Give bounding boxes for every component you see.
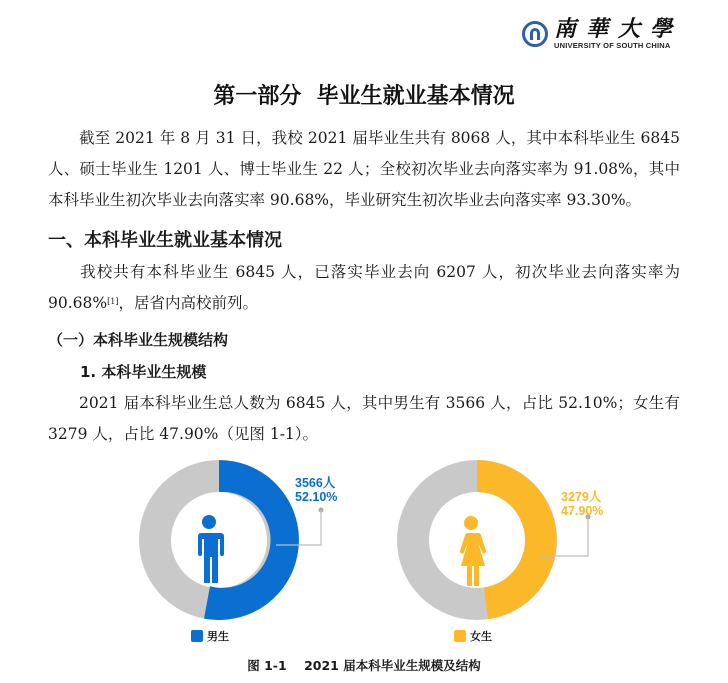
university-emblem-icon — [522, 21, 548, 47]
subsection-heading: （一）本科毕业生规模结构 — [48, 331, 229, 349]
female-leader-line — [540, 512, 600, 564]
female-percent: 47.90% — [561, 504, 604, 518]
section-heading: 一、本科毕业生就业基本情况 — [48, 230, 282, 251]
male-leader-line — [276, 500, 336, 552]
legend-swatch-male — [191, 630, 203, 642]
scale-text: 2021 届本科毕业生总人数为 6845 人，其中男生有 3566 人，占比 52.10%；女生有 3279 人，占比 47.90%（见图 1-1）。 — [48, 394, 680, 443]
female-person-icon — [460, 516, 486, 586]
male-person-icon — [197, 515, 224, 583]
legend-label-female: 女生 — [470, 630, 492, 643]
male-percent: 52.10% — [295, 490, 338, 504]
legend-swatch-female — [454, 630, 466, 642]
intro-text: 截至 2021 年 8 月 31 日，我校 2021 届毕业生共有 8068 人，其中本科毕业生 6845 人、硕士毕业生 1201 人、博士毕业生 22 人；全校初次毕业去向落实率为 91.08%，其中本科毕业生初次毕业去向落实率 90.68%，毕业研究生初次毕业去向落实率 93.30%。 — [48, 129, 680, 209]
male-value-label — [295, 476, 337, 504]
subsubsection-heading: 1. 本科毕业生规模 — [80, 363, 207, 381]
female-value-label — [561, 490, 603, 518]
section1-paragraph — [48, 257, 680, 319]
logo-chinese-name: 南華大學 — [554, 16, 683, 42]
university-logo — [522, 18, 682, 50]
logo-english-name: UNIVERSITY OF SOUTH CHINA — [554, 41, 671, 50]
page-title: 第一部分 毕业生就业基本情况 — [213, 84, 515, 109]
scale-paragraph — [48, 388, 680, 450]
figure-caption: 图 1-1 2021 届本科毕业生规模及结构 — [247, 658, 481, 673]
legend-male — [191, 628, 229, 644]
section1-text-a: 我校共有本科毕业生 6845 人，已落实毕业去向 6207 人，初次毕业去向落实率为 90.68% — [48, 263, 680, 312]
legend-female — [454, 628, 492, 644]
legend-label-male: 男生 — [207, 630, 229, 643]
section1-text-b: ，居省内高校前列。 — [118, 294, 258, 312]
footnote-ref[interactable]: [1] — [107, 297, 119, 306]
male-count: 3566人 — [295, 476, 336, 490]
intro-paragraph — [48, 123, 680, 216]
female-count: 3279人 — [561, 490, 602, 504]
